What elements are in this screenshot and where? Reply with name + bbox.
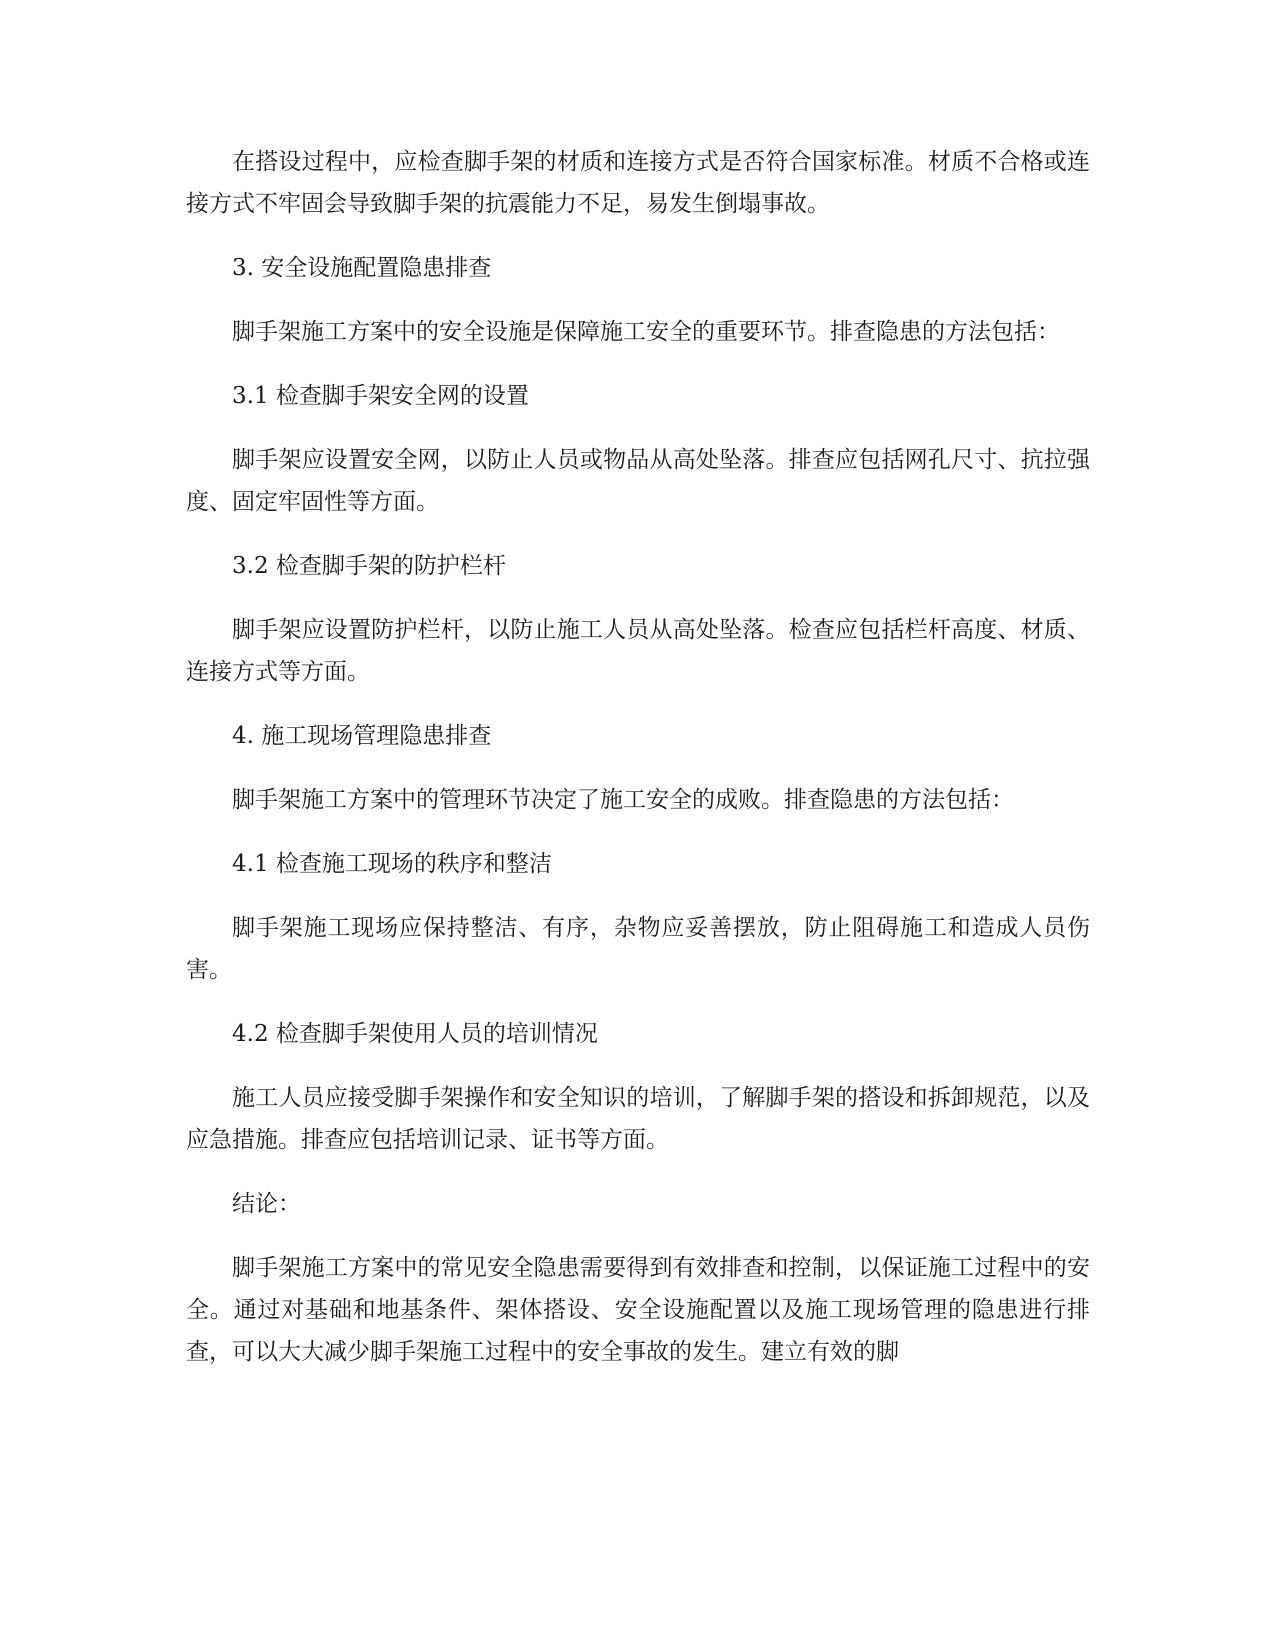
paragraph-management-intro: 脚手架施工方案中的管理环节决定了施工安全的成败。排查隐患的方法包括： bbox=[232, 787, 1014, 813]
section-heading-4: 4. 施工现场管理隐患排查 bbox=[232, 723, 492, 749]
section-heading-4-1: 4.1 检查施工现场的秩序和整洁 bbox=[232, 851, 552, 877]
paragraph-safety-facilities-intro: 脚手架施工方案中的安全设施是保障施工安全的重要环节。排查隐患的方法包括： bbox=[232, 319, 1060, 345]
paragraph-safety-net: 脚手架应设置安全网，以防止人员或物品从高处坠落。排查应包括网孔尺寸、抗拉强度、固定牢固性等方面。 bbox=[186, 447, 1090, 515]
conclusion-heading: 结论： bbox=[232, 1191, 301, 1217]
paragraph-conclusion: 脚手架施工方案中的常见安全隐患需要得到有效排查和控制，以保证施工过程中的安全。通过对基础和地基条件、架体搭设、安全设施配置以及施工现场管理的隐患进行排查，可以大大减少脚手架施工过程中的安全事故的发生。建立有效的脚 bbox=[186, 1255, 1090, 1365]
section-heading-3: 3. 安全设施配置隐患排查 bbox=[232, 255, 492, 281]
section-heading-3-1: 3.1 检查脚手架安全网的设置 bbox=[232, 383, 529, 409]
paragraph-training: 施工人员应接受脚手架操作和安全知识的培训，了解脚手架的搭设和拆卸规范，以及应急措施。排查应包括培训记录、证书等方面。 bbox=[186, 1085, 1090, 1153]
section-heading-4-2: 4.2 检查脚手架使用人员的培训情况 bbox=[232, 1021, 598, 1047]
document-body bbox=[186, 141, 1090, 1395]
paragraph-site-order: 脚手架施工现场应保持整洁、有序，杂物应妥善摆放，防止阻碍施工和造成人员伤害。 bbox=[186, 915, 1090, 983]
paragraph-guardrail: 脚手架应设置防护栏杆，以防止施工人员从高处坠落。检查应包括栏杆高度、材质、连接方式等方面。 bbox=[186, 617, 1090, 685]
section-heading-3-2: 3.2 检查脚手架的防护栏杆 bbox=[232, 553, 506, 579]
paragraph-material-inspection: 在搭设过程中，应检查脚手架的材质和连接方式是否符合国家标准。材质不合格或连接方式不牢固会导致脚手架的抗震能力不足，易发生倒塌事故。 bbox=[186, 149, 1090, 217]
